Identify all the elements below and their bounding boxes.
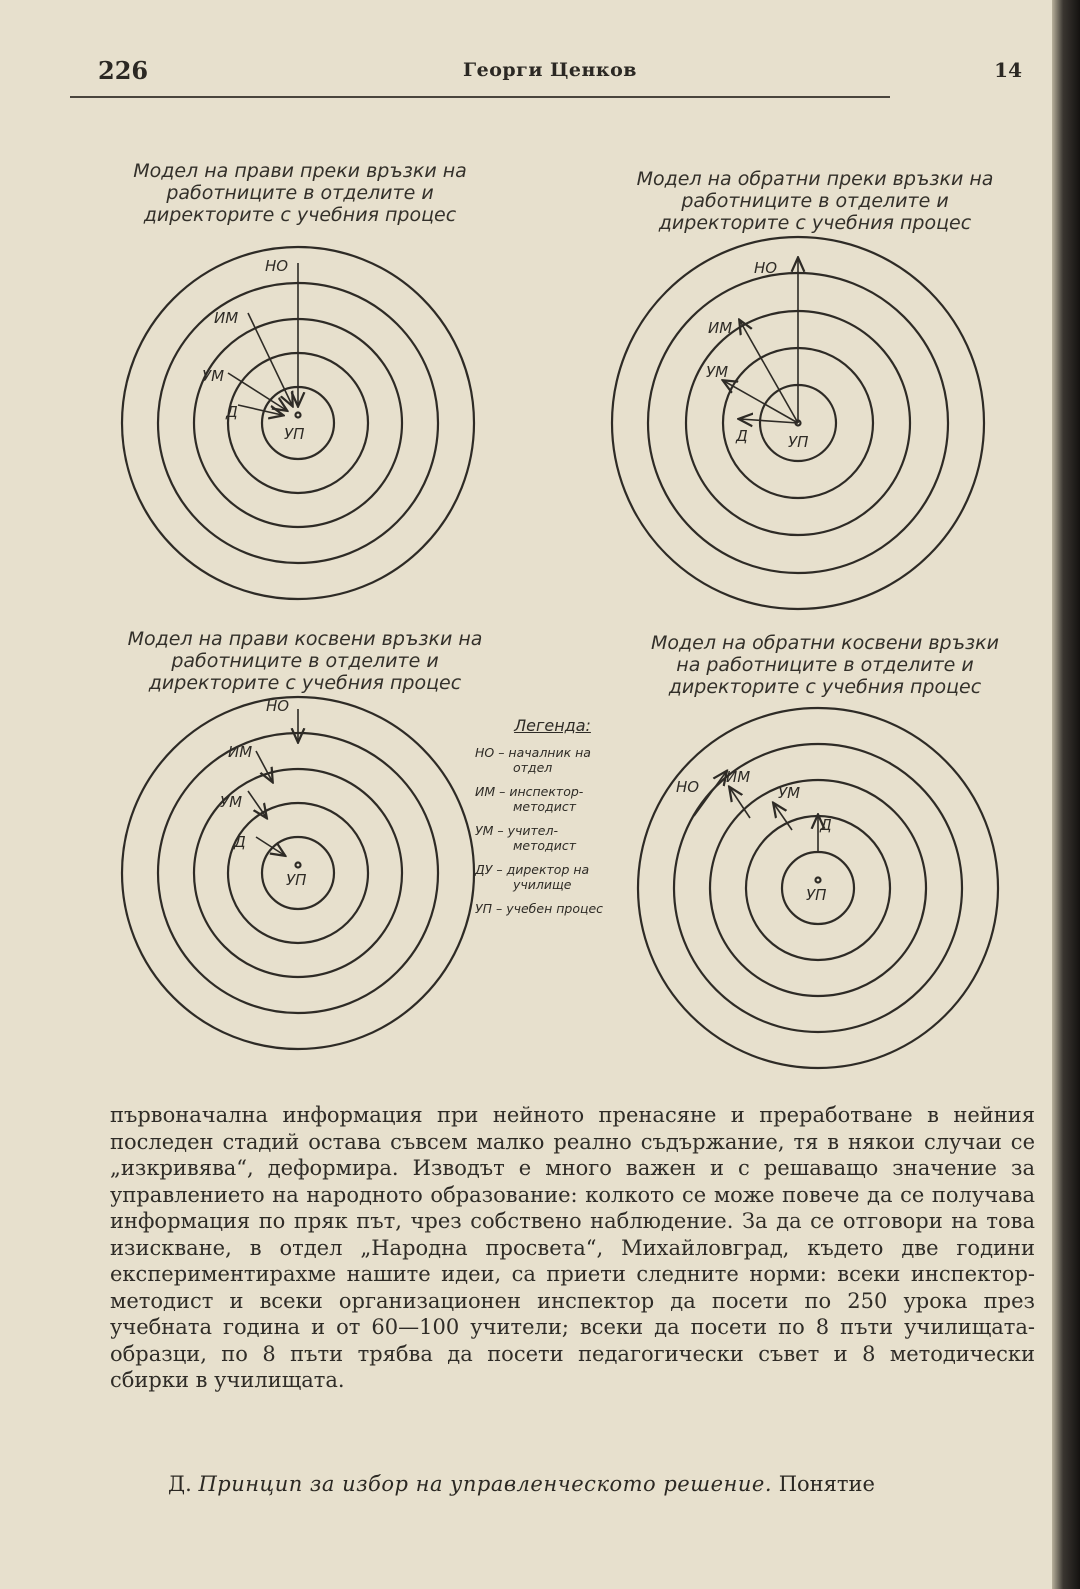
legend-item [475, 823, 630, 853]
label-up: УП [806, 886, 827, 904]
arrow-d [238, 405, 282, 415]
concentric-circles-diagram [630, 700, 1030, 1075]
label-d: Д [820, 816, 832, 834]
label-im: ИМ [708, 319, 733, 337]
caption-direct-links: Модел на прави преки връзки на работниците в отделите и директорите с учебния процес [133, 160, 467, 226]
label-im: ИМ [214, 309, 239, 327]
concentric-circles-diagram [600, 245, 1000, 615]
legend-item [475, 862, 630, 892]
caption-indirect-links: Модел на прави косвени връзки на работниците в отделите и директорите с учебния процес [127, 628, 483, 694]
arrow-im [248, 313, 292, 405]
diagram-indirect-links [110, 695, 490, 1060]
legend-item-continuation: училище [513, 877, 572, 892]
label-d: Д [234, 833, 246, 851]
arrow-im [740, 321, 798, 423]
label-um: УМ [778, 784, 801, 802]
label-up: УП [286, 871, 307, 889]
label-um: УМ [202, 367, 225, 385]
legend-item-continuation: методист [513, 799, 576, 814]
label-up: УП [284, 425, 305, 443]
running-head-author: Георги Ценков [463, 59, 637, 81]
running-header [70, 56, 1030, 96]
legend-item-continuation: методист [513, 838, 576, 853]
label-d: Д [736, 427, 748, 445]
label-um: УМ [220, 793, 243, 811]
label-up: УП [788, 433, 809, 451]
legend-item-text: НО – началник на [475, 745, 591, 760]
center-point [296, 413, 301, 418]
diagram-reverse-indirect-links [630, 700, 1030, 1075]
label-um: УМ [706, 363, 729, 381]
arrow-um [248, 791, 266, 817]
concentric-circles-diagram [110, 255, 490, 615]
arrow-d [740, 419, 798, 423]
legend-item-text: ДУ – директор на [475, 862, 590, 877]
signature-marker: 14 [994, 58, 1022, 82]
label-no: НО [265, 257, 289, 275]
label-d: Д [226, 403, 238, 421]
caption-reverse-indirect-links: Модел на обратни косвени връзки на работниците в отделите и директорите с учебния процес [651, 632, 999, 698]
label-im: ИМ [726, 768, 751, 786]
legend-item-text: УП – учебен процес [475, 901, 604, 916]
legend-title: Легенда: [514, 716, 591, 735]
label-no: НО [676, 778, 700, 796]
legend-item-continuation: отдел [513, 760, 553, 775]
label-no: НО [266, 697, 290, 715]
center-point [296, 863, 301, 868]
legend-item [475, 901, 630, 916]
section-label: Д. [168, 1472, 192, 1496]
diagram-reverse-direct-links [600, 245, 1000, 615]
paragraph-text: първоначална информация при нейното пренасяне и преработване в нейния последен стадий остава съвсем малко реално съдържание, тя в някои случаи се „изкривява“, деформира. Изводът е много важен и с решаващо значение за управлението на народното образование: колкото се може повече да се получава информация по пряк път, чрез собствено наблюдение. За да се отговори на това изискване, в отдел „Народна просвета“, Михайловград, където две години експериментирахме нашите идеи, са приети следните норми: всеки инспектор-методист и всеки организационен инспектор да посети по 250 урока през учебната година и от 60—100 учители; всеки да посети по 8 пъти училищата-образци, по 8 пъти трябва да посети педагогически съвет и 8 методически сбирки в училищата. [110, 1103, 1035, 1392]
label-no: НО [754, 259, 778, 277]
book-spine-shadow [1052, 0, 1080, 1589]
arrow-d [256, 837, 284, 855]
page-number: 226 [98, 56, 149, 85]
legend-item [475, 745, 630, 775]
caption-reverse-direct-links: Модел на обратни преки връзки на работниците в отделите и директорите с учебния процес [636, 168, 994, 234]
legend-item-text: ИМ – инспектор- [475, 784, 584, 799]
legend-item [475, 784, 630, 814]
concentric-circles-diagram [110, 695, 490, 1060]
section-title: Принцип за избор на управленческото решение. [198, 1472, 773, 1496]
label-im: ИМ [228, 743, 253, 761]
legend-item-text: УМ – учител- [475, 823, 558, 838]
body-paragraph [110, 1102, 1035, 1394]
header-rule [70, 96, 890, 98]
section-continuation: Понятие [778, 1472, 875, 1496]
diagram-direct-links [110, 255, 490, 615]
section-heading-principle [110, 1472, 1035, 1496]
center-point [816, 878, 821, 883]
legend [475, 718, 630, 925]
